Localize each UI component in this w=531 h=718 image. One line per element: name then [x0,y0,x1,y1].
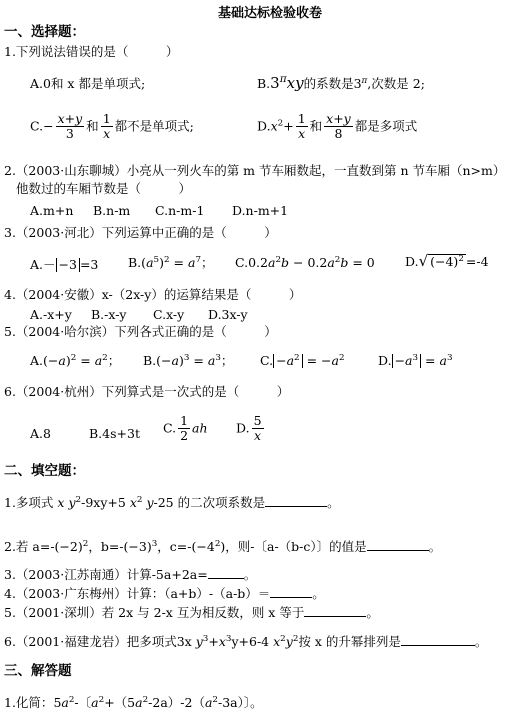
q5-option-d: D. $-a^3 = a^3$ [378,353,453,368]
q1-option-d: $D.x^2+$ $\frac{1}{x}$ 和 $\frac{x+y}{8}$ 都是多项式 [257,111,418,142]
q4-option-b: B.-x-y [91,307,127,322]
page-title: 基础达标检验收卷 [218,6,323,21]
fill-q3: 3.（2003·江苏南通）计算-5a+2a= 。 [4,567,257,582]
answer-blank[interactable] [367,538,429,551]
q3-option-b: $B.(a^5)^2 = a^7$； [128,255,214,270]
q5-stem: 5.（2004·哈尔滨）下列各式正确的是（ ） [4,324,277,339]
fill-q5: 5.（2001·深圳）若 2x 与 2-x 互为相反数，则 x 等于 。 [4,605,379,620]
q3-option-a: A.－ −3 =3 [30,257,99,272]
section-choice-heading: 一、选择题： [4,24,85,40]
q4-option-c: C.x-y [153,307,185,322]
answer-blank[interactable] [265,494,327,507]
answer-blank[interactable] [401,633,475,646]
q1-option-a: A.0和 x 都是单项式; [30,76,146,91]
q6-option-b: B.4s+3t [89,426,140,441]
q2-option-b: B.n-m [93,203,131,218]
fill-q2: 2.若 $a=-(-2)^2$，$b=-(-3)^3$，$c=-(-4^2)$，则-〔a-（b-c）〕的值是 。 [4,539,442,554]
q6-stem: 6.（2004·杭州）下列算式是一次式的是（ ） [4,384,290,399]
q4-stem: 4.（2004·安徽）x-（2x-y）的运算结果是（ ） [4,287,302,302]
q3-option-d: D.√ $(-4)^2 =-4$ [405,252,489,270]
q2-stem-line2: 他数过的车厢节数是（ ） [16,181,192,196]
solve-q1: 1.化简：$5a^2-$〔$a^2+(5a^2-2a)-2(a^2-3a)$〕。 [4,695,263,710]
q5-option-b: $B.(-a)^3 = a^3$； [143,353,234,368]
q2-stem-line1: 2.（2003·山东聊城）小亮从一列火车的第 m 节车厢数起，一直数到第 n 节车厢（n>m） [4,163,506,178]
q6-option-c: C. $\frac{1}{2}$ ah [163,413,208,444]
answer-blank[interactable] [304,604,366,617]
fill-q4: 4.（2003·广东梅州）计算：（a+b）-（a-b）＝ 。 [4,586,325,601]
q1-stem: 1.下列说法错误的是（ ） [4,44,179,59]
section-fill-heading: 二、填空题： [4,463,85,479]
fill-q6: 6.（2001·福建龙岩）把多项式3x $y^3+x^3y+6-4$ $x^2y^2$按 x 的升幂排列是 。 [4,634,488,649]
q1-option-c: C.− $\frac{x+y}{3}$ 和 $\frac{1}{x}$ 都不是单项式; [30,111,194,142]
q3-stem: 3.（2003·河北）下列运算中正确的是（ ） [4,225,277,240]
section-answer-heading: 三、解答题 [4,663,72,679]
q2-option-c: C.n-m-1 [155,203,205,218]
q4-option-a: A.-x+y [30,307,72,322]
q3-option-c: $C.0.2a^2b - 0.2a^2b = 0$ [235,255,375,270]
q6-option-d: D. $\frac{5}{x}$ [236,413,262,444]
q2-option-d: D.n-m+1 [232,203,289,218]
q1-option-b: $B.3^\pi xy$的系数是$3^\pi$,次数是 2; [257,73,425,92]
answer-blank[interactable] [270,585,312,598]
fill-q1: 1.多项式 x $y^2-9xy+5$ $x^2$ y-25 的二次项系数是 。 [4,495,340,510]
q4-option-d: D.3x-y [208,307,248,322]
q5-option-c: C. $-a^2 = -a^2$ [260,353,345,368]
q2-option-a: A.m+n [30,203,74,218]
answer-blank[interactable] [208,566,244,579]
q5-option-a: $A.(-a)^2 = a^2$； [30,353,121,368]
q6-option-a: A.8 [30,426,51,441]
